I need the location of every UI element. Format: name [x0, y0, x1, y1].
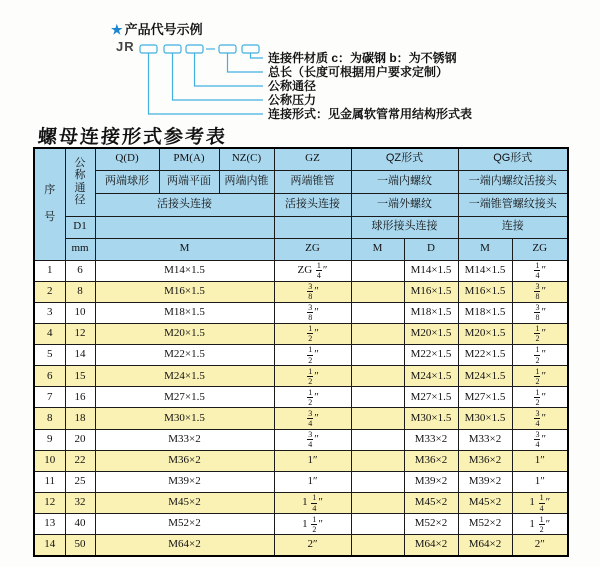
cell-qg-m: M18×1.5 — [458, 302, 512, 323]
header-cell — [95, 216, 274, 238]
code-box-2 — [164, 45, 181, 53]
cell-m: M24×1.5 — [95, 366, 274, 387]
cell-qg-m: M30×1.5 — [458, 408, 512, 429]
cell-gz: $\frac{1}{2}$ ″ — [274, 387, 351, 408]
cell-qg-zg: $\frac{1}{2}$ ″ — [512, 387, 568, 408]
fraction — [534, 303, 540, 322]
code-box-3 — [186, 45, 203, 53]
row-seq: 14 — [34, 535, 65, 556]
cell-qz-d: M14×1.5 — [404, 260, 458, 281]
cell-gz: $\frac{3}{4}$ ″ — [274, 429, 351, 450]
fraction — [316, 261, 322, 280]
cell-m: M45×2 — [95, 493, 274, 514]
row-dn: 40 — [65, 514, 95, 535]
product-code-title: 产品代号示例 — [124, 22, 203, 37]
cell-qz-m — [351, 471, 404, 492]
cell-qg-m: M45×2 — [458, 493, 512, 514]
label-form: 连接形式：见金属软管常用结构形式表 — [268, 107, 473, 121]
cell-qz-m — [351, 493, 404, 514]
fraction-denominator: 8 — [308, 292, 313, 302]
fraction — [311, 515, 317, 534]
cell-qz-m — [351, 281, 404, 302]
cell-m: M16×1.5 — [95, 281, 274, 302]
fraction — [307, 409, 313, 428]
cell-m: M30×1.5 — [95, 408, 274, 429]
row-seq: 10 — [34, 450, 65, 471]
fraction-denominator: 2 — [308, 334, 313, 344]
fraction-numerator: 3 — [535, 282, 540, 292]
fraction-numerator: 1 — [535, 324, 540, 334]
header-cell: ZG — [274, 238, 351, 260]
fraction-denominator: 4 — [308, 440, 313, 450]
header-row — [34, 216, 568, 238]
header-cell: 球形接头连接 — [351, 216, 458, 238]
fraction-denominator: 4 — [535, 440, 540, 450]
cell-qz-d: M45×2 — [404, 493, 458, 514]
fraction-denominator: 2 — [312, 524, 317, 534]
fraction-numerator: 1 — [312, 493, 317, 503]
cell-qz-m — [351, 260, 404, 281]
cell-qg-m: M27×1.5 — [458, 387, 512, 408]
row-seq: 7 — [34, 387, 65, 408]
header-cell: 连接 — [458, 216, 568, 238]
cell-qg-m: M36×2 — [458, 450, 512, 471]
cell-qz-d: M30×1.5 — [404, 408, 458, 429]
header-row — [34, 238, 568, 260]
table-row — [34, 514, 568, 535]
header-cell: 活接头连接 — [95, 193, 274, 216]
header-cell: 两端球形 — [95, 170, 159, 193]
table-row — [34, 535, 568, 556]
header-cell: Q(D) — [95, 148, 159, 170]
header-cell: 公 称 通 径 — [65, 148, 95, 216]
header-row — [34, 170, 568, 193]
row-dn: 6 — [65, 260, 95, 281]
cell-gz: $\frac{3}{8}$ ″ — [274, 281, 351, 302]
header-cell: 一端锥管螺纹接头 — [458, 193, 568, 216]
row-dn: 10 — [65, 302, 95, 323]
header-cell: 两端锥管 — [274, 170, 351, 193]
fraction-denominator: 2 — [308, 376, 313, 386]
cell-qz-d: M18×1.5 — [404, 302, 458, 323]
fraction — [539, 515, 545, 534]
row-seq: 12 — [34, 493, 65, 514]
cell-qz-m — [351, 387, 404, 408]
cell-m: M27×1.5 — [95, 387, 274, 408]
cell-qg-m: M64×2 — [458, 535, 512, 556]
cell-gz: $\frac{3}{4}$ ″ — [274, 408, 351, 429]
table-row — [34, 345, 568, 366]
row-dn: 20 — [65, 429, 95, 450]
table-row — [34, 429, 568, 450]
cell-gz: ZG $\frac{1}{4}$ ″ — [274, 260, 351, 281]
fraction-denominator: 8 — [535, 292, 540, 302]
fraction — [307, 324, 313, 343]
fraction — [534, 367, 540, 386]
cell-gz: $\frac{1}{2}$ ″ — [274, 345, 351, 366]
cell-qg-zg: $\frac{3}{8}$ ″ — [512, 281, 568, 302]
fraction-numerator: 3 — [535, 408, 540, 418]
code-box-1 — [140, 45, 157, 53]
row-dn: 32 — [65, 493, 95, 514]
fraction-numerator: 1 — [535, 387, 540, 397]
cell-qg-m: M20×1.5 — [458, 323, 512, 344]
row-seq: 8 — [34, 408, 65, 429]
fraction-denominator: 8 — [535, 313, 540, 323]
header-cell: ZG — [512, 238, 568, 260]
row-seq: 5 — [34, 345, 65, 366]
cell-gz: 1″ — [274, 450, 351, 471]
row-dn: 14 — [65, 345, 95, 366]
fraction-numerator: 1 — [539, 493, 544, 503]
fraction-denominator: 8 — [308, 313, 313, 323]
cell-qz-d: M64×2 — [404, 535, 458, 556]
fraction-denominator: 4 — [308, 419, 313, 429]
cell-qg-zg: 1 $\frac{1}{2}$ ″ — [512, 514, 568, 535]
table-row — [34, 450, 568, 471]
cell-qz-d: M22×1.5 — [404, 345, 458, 366]
cell-qz-m — [351, 366, 404, 387]
label-diameter: 公称通径 — [268, 79, 317, 93]
cell-qz-m — [351, 323, 404, 344]
fraction-numerator: 1 — [312, 514, 317, 524]
cell-qz-d: M27×1.5 — [404, 387, 458, 408]
cell-gz: 2″ — [274, 535, 351, 556]
cell-qg-zg: $\frac{1}{2}$ ″ — [512, 366, 568, 387]
fraction — [534, 282, 540, 301]
cell-qz-d: M36×2 — [404, 450, 458, 471]
header-cell: mm — [65, 238, 95, 260]
header-cell: 两端平面 — [159, 170, 219, 193]
cell-m: M64×2 — [95, 535, 274, 556]
row-seq: 4 — [34, 323, 65, 344]
connector-line-form — [149, 53, 264, 114]
table-row — [34, 323, 568, 344]
fraction-denominator: 4 — [539, 503, 544, 513]
fraction — [534, 409, 540, 428]
header-cell: 一端外螺纹 — [351, 193, 458, 216]
cell-gz: 1 $\frac{1}{4}$ ″ — [274, 493, 351, 514]
cell-qg-zg: 2″ — [512, 535, 568, 556]
cell-qg-zg: 1″ — [512, 450, 568, 471]
fraction — [311, 493, 317, 512]
cell-qg-m: M24×1.5 — [458, 366, 512, 387]
cell-gz: 1″ — [274, 471, 351, 492]
header-cell: PM(A) — [159, 148, 219, 170]
cell-qg-zg: 1 $\frac{1}{4}$ ″ — [512, 493, 568, 514]
fraction-denominator: 2 — [539, 524, 544, 534]
row-seq: 13 — [34, 514, 65, 535]
cell-m: M36×2 — [95, 450, 274, 471]
table-row — [34, 387, 568, 408]
label-length: 总长（长度可根据用户要求定制） — [268, 65, 449, 79]
fraction — [534, 388, 540, 407]
fraction — [307, 388, 313, 407]
cell-m: M14×1.5 — [95, 260, 274, 281]
connector-line-material — [251, 53, 264, 58]
header-cell — [274, 216, 351, 238]
cell-qg-zg: $\frac{3}{4}$ ″ — [512, 429, 568, 450]
cell-m: M22×1.5 — [95, 345, 274, 366]
header-cell: M — [95, 238, 274, 260]
header-row — [34, 148, 568, 170]
table-header — [34, 148, 568, 260]
fraction-numerator: 1 — [535, 366, 540, 376]
row-dn: 8 — [65, 281, 95, 302]
cell-gz: $\frac{1}{2}$ ″ — [274, 366, 351, 387]
table-body — [34, 260, 568, 556]
row-seq: 1 — [34, 260, 65, 281]
fraction — [307, 303, 313, 322]
row-dn: 18 — [65, 408, 95, 429]
fraction — [307, 345, 313, 364]
cell-gz: 1 $\frac{1}{2}$ ″ — [274, 514, 351, 535]
fraction-denominator: 2 — [308, 397, 313, 407]
fraction — [307, 367, 313, 386]
header-cell: D — [404, 238, 458, 260]
cell-qz-d: M20×1.5 — [404, 323, 458, 344]
cell-qg-m: M16×1.5 — [458, 281, 512, 302]
header-cell: M — [458, 238, 512, 260]
fraction-denominator: 4 — [316, 271, 321, 281]
fraction-numerator: 3 — [308, 282, 313, 292]
header-cell: 一端内螺纹 — [351, 170, 458, 193]
row-seq: 9 — [34, 429, 65, 450]
row-seq: 6 — [34, 366, 65, 387]
fraction-denominator: 4 — [312, 503, 317, 513]
table-row — [34, 493, 568, 514]
code-prefix: JR — [116, 39, 135, 54]
cell-m: M20×1.5 — [95, 323, 274, 344]
header-cell: GZ — [274, 148, 351, 170]
table-row — [34, 408, 568, 429]
fraction-denominator: 2 — [535, 355, 540, 365]
table-row — [34, 471, 568, 492]
header-cell: 两端内锥 — [219, 170, 274, 193]
table-row — [34, 302, 568, 323]
cell-qg-zg: $\frac{1}{2}$ ″ — [512, 345, 568, 366]
cell-qz-m — [351, 535, 404, 556]
table-row — [34, 281, 568, 302]
row-dn: 25 — [65, 471, 95, 492]
header-cell: NZ(C) — [219, 148, 274, 170]
fraction-numerator: 1 — [308, 324, 313, 334]
label-pressure: 公称压力 — [268, 93, 317, 107]
header-row — [34, 193, 568, 216]
cell-qg-zg: $\frac{1}{4}$ ″ — [512, 260, 568, 281]
fraction-numerator: 3 — [308, 303, 313, 313]
cell-qg-m: M39×2 — [458, 471, 512, 492]
code-box-4 — [219, 45, 236, 53]
row-seq: 11 — [34, 471, 65, 492]
row-dn: 16 — [65, 387, 95, 408]
nut-connection-table — [33, 147, 569, 557]
fraction-denominator: 2 — [535, 397, 540, 407]
header-cell: 活接头连接 — [274, 193, 351, 216]
header-cell: 一端内螺纹活接头 — [458, 170, 568, 193]
table-row — [34, 366, 568, 387]
fraction-denominator: 4 — [535, 271, 540, 281]
fraction — [534, 345, 540, 364]
row-dn: 50 — [65, 535, 95, 556]
fraction-numerator: 1 — [535, 345, 540, 355]
fraction-denominator: 2 — [535, 334, 540, 344]
cell-qz-m — [351, 514, 404, 535]
cell-m: M18×1.5 — [95, 302, 274, 323]
code-box-5 — [242, 45, 259, 53]
fraction — [534, 261, 540, 280]
cell-qg-zg: 1″ — [512, 471, 568, 492]
cell-qg-m: M22×1.5 — [458, 345, 512, 366]
cell-qg-m: M52×2 — [458, 514, 512, 535]
row-seq: 3 — [34, 302, 65, 323]
fraction — [307, 282, 313, 301]
cell-qz-m — [351, 345, 404, 366]
table-title: 螺母连接形式参考表 — [37, 127, 228, 148]
header-cell: QZ形式 — [351, 148, 458, 170]
star-icon: ★ — [111, 22, 123, 37]
header-cell: M — [351, 238, 404, 260]
header-cell: D1 — [65, 216, 95, 238]
cell-qz-d: M39×2 — [404, 471, 458, 492]
fraction-denominator: 2 — [308, 355, 313, 365]
fraction-numerator: 3 — [308, 430, 313, 439]
cell-qg-zg: $\frac{1}{2}$ ″ — [512, 323, 568, 344]
row-seq: 2 — [34, 281, 65, 302]
fraction-denominator: 2 — [535, 376, 540, 386]
cell-m: M39×2 — [95, 471, 274, 492]
fraction — [539, 493, 545, 512]
fraction-numerator: 3 — [308, 408, 313, 418]
fraction-numerator: 1 — [316, 260, 321, 270]
cell-qz-d: M16×1.5 — [404, 281, 458, 302]
label-material: 连接件材质 c：为碳钢 b：为不锈钢 — [268, 51, 457, 65]
cell-qg-m: M33×2 — [458, 429, 512, 450]
cell-qg-m: M14×1.5 — [458, 260, 512, 281]
cell-qz-d: M52×2 — [404, 514, 458, 535]
table-row — [34, 260, 568, 281]
cell-qz-m — [351, 429, 404, 450]
fraction-denominator: 4 — [535, 419, 540, 429]
cell-gz: $\frac{3}{8}$ ″ — [274, 302, 351, 323]
cell-qg-zg: $\frac{3}{4}$ ″ — [512, 408, 568, 429]
fraction-numerator: 1 — [539, 514, 544, 524]
cell-qz-m — [351, 450, 404, 471]
connector-line-pressure — [173, 53, 264, 100]
row-dn: 22 — [65, 450, 95, 471]
cell-qz-m — [351, 408, 404, 429]
cell-qz-m — [351, 302, 404, 323]
row-dn: 15 — [65, 366, 95, 387]
cell-gz: $\frac{1}{2}$ ″ — [274, 323, 351, 344]
fraction-numerator: 1 — [308, 366, 313, 376]
cell-qz-d: M24×1.5 — [404, 366, 458, 387]
cell-qg-zg: $\frac{3}{8}$ ″ — [512, 302, 568, 323]
fraction — [534, 430, 540, 449]
header-cell: QG形式 — [458, 148, 568, 170]
cell-m: M52×2 — [95, 514, 274, 535]
fraction — [534, 324, 540, 343]
fraction-numerator: 1 — [308, 387, 313, 397]
fraction-numerator: 1 — [535, 260, 540, 270]
cell-qz-d: M33×2 — [404, 429, 458, 450]
cell-m: M33×2 — [95, 429, 274, 450]
fraction-numerator: 3 — [535, 430, 540, 439]
header-cell: 序 号 — [34, 148, 65, 260]
fraction-numerator: 3 — [535, 303, 540, 313]
row-dn: 12 — [65, 323, 95, 344]
fraction-numerator: 1 — [308, 345, 313, 355]
fraction — [307, 430, 313, 449]
connector-line-length — [228, 53, 264, 72]
